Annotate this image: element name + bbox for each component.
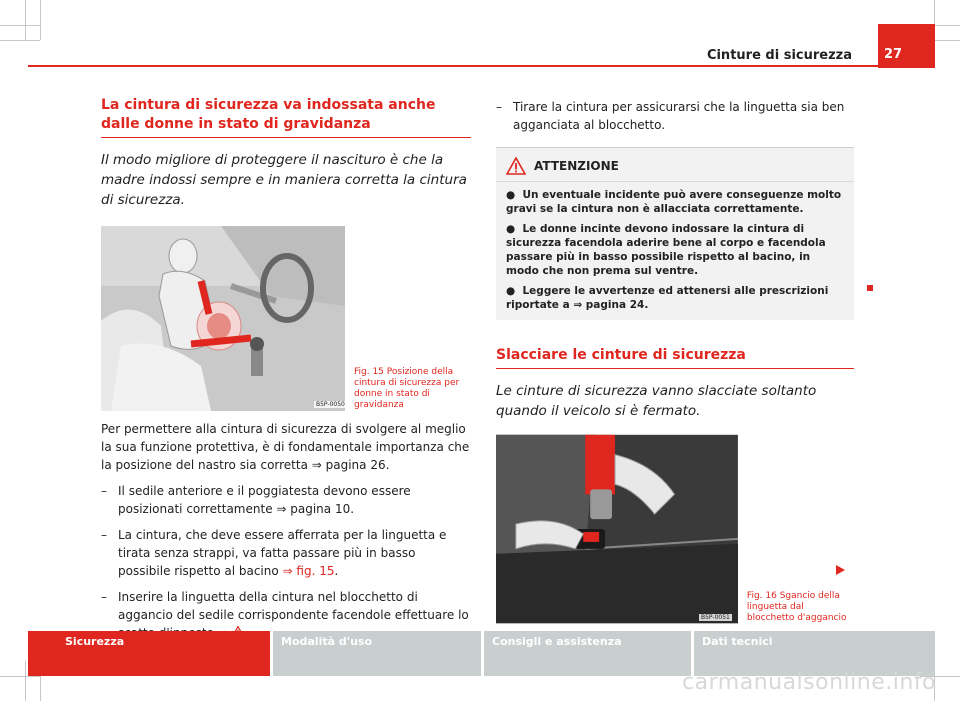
figure-code: B5P-0051: [701, 614, 730, 621]
list-item: – La cintura, che deve essere afferrata per la linguetta e tirata senza strappi, va fatta passare più in basso possibile rispetto al bacino ⇒ fig. 15.: [101, 528, 447, 578]
crop-mark: [40, 0, 41, 40]
tab-consigli-assistenza[interactable]: Consigli e assistenza: [484, 631, 691, 676]
section-end-marker: [867, 285, 873, 291]
figure-caption: Fig. 16 Sgancio della linguetta dal blocchetto d'aggancio: [746, 591, 847, 623]
header-rule: [28, 65, 878, 67]
tab-dati-tecnici[interactable]: Dati tecnici: [694, 631, 935, 676]
crop-mark: [25, 661, 26, 701]
next-page-arrow-icon[interactable]: [836, 565, 845, 575]
section-lead: Il modo migliore di proteggere il nascituro è che la madre indossi sempre e in maniera corretta la cintura di sicurezza.: [101, 152, 467, 208]
figure-code: B5P-0050: [316, 401, 345, 408]
list-item: – Il sedile anteriore e il poggiatesta devono essere posizionati correttamente ⇒ pagina 10.: [101, 484, 411, 516]
page-number: 27: [878, 24, 935, 68]
watermark: carmanualsonline.info: [682, 670, 936, 695]
warning-item: ● Leggere le avvertenze ed attenersi alle prescrizioni riportate a ⇒ pagina 24.: [506, 285, 829, 311]
buckle-release-illustration: [496, 434, 738, 624]
tab-modalita-uso[interactable]: Modalità d'uso: [273, 631, 481, 676]
list-item: – Inserire la linguetta della cintura nel blocchetto di aggancio del sedile corrispondente facendole effettuare lo: [101, 588, 471, 642]
warning-item: ● Un eventuale incidente può avere conseguenze molto gravi se la cintura non è allacciata correttamente.: [506, 189, 842, 215]
figure-caption: Fig. 15 Posizione della cintura di sicurezza per donne in stato di gravidanza: [354, 367, 460, 410]
section-heading-unbuckle: Slacciare le cinture di sicurezza: [496, 346, 854, 369]
warning-triangle-icon: [506, 157, 526, 175]
figure-15: [101, 226, 471, 411]
left-column: [101, 96, 471, 642]
pregnant-seatbelt-illustration: [101, 226, 345, 411]
header-section-title: Cinture di sicurezza: [706, 48, 852, 63]
crop-mark: [25, 0, 26, 40]
right-column: [496, 96, 854, 624]
list-item: – Tirare la cintura per assicurarsi che la linguetta sia ben agganciata al blocchetto.: [496, 100, 845, 132]
section-lead: Le cinture di sicurezza vanno slacciate soltanto quando il veicolo si è fermato.: [496, 383, 817, 419]
warning-body: [496, 182, 854, 320]
crop-mark: [0, 25, 40, 26]
section-heading-pregnancy: La cintura di sicurezza va indossata anche dalle donne in stato di gravidanza: [101, 96, 471, 138]
crop-mark: [0, 676, 40, 677]
tab-sicurezza[interactable]: Sicurezza: [28, 631, 270, 676]
warning-item: ● Le donne incinte devono indossare la cintura di sicurezza facendola aderire bene al corpo e facendola passare più in basso possibile rispetto al bacino, in modo che non prema sul ventre.: [506, 223, 826, 277]
warning-box: [496, 147, 854, 320]
figure-16: [496, 434, 854, 624]
figure-link[interactable]: ⇒ fig. 15: [282, 564, 335, 578]
warning-title: ATTENZIONE: [496, 148, 854, 182]
crop-mark: [0, 40, 40, 41]
body-paragraph: Per permettere alla cintura di sicurezza di svolgere al meglio la sua funzione protettiva, è di fondamentale importanza che la posizione del nastro sia corretta ⇒ pagina 26.: [101, 422, 470, 472]
